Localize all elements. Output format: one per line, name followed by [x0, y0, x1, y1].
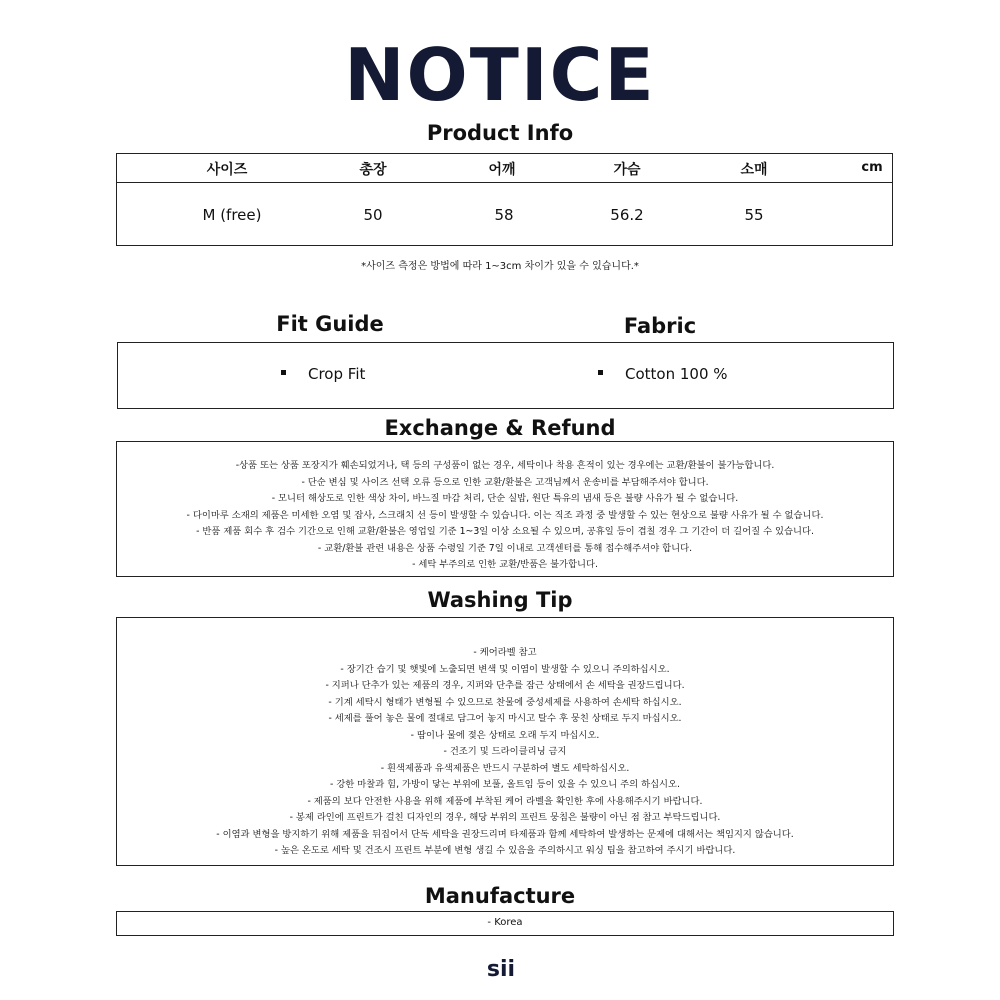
- size-value: M (free): [202, 206, 262, 224]
- exchange-line: - 모니터 해상도로 인한 색상 차이, 바느질 마감 처리, 단순 실밥, 원단 특유의 냄새 등은 불량 사유가 될 수 없습니다.: [271, 493, 739, 504]
- size-note: *사이즈 측정은 방법에 따라 1~3cm 차이가 있을 수 있습니다.*: [361, 261, 639, 272]
- washing-line: - 땀이나 물에 젖은 상태로 오래 두지 마십시오.: [410, 729, 600, 741]
- exchange-line: - 단순 변심 및 사이즈 선택 오류 등으로 인한 교환/환불은 고객님께서 운송비를 부담해주셔야 합니다.: [301, 476, 709, 488]
- manufacture-heading: Manufacture: [424, 884, 576, 908]
- washing-line: - 지퍼나 단추가 있는 제품의 경우, 지퍼와 단추를 잠근 상태에서 손 세탁을 권장드립니다.: [325, 680, 685, 691]
- product-info-heading: Product Info: [426, 121, 574, 145]
- washing-line: - 건조기 및 드라이클리닝 금지: [443, 746, 567, 757]
- washing-line: - 흰색제품과 유색제품은 반드시 구분하여 별도 세탁하십시오.: [380, 762, 630, 774]
- washing-line: - 케어라벨 참고: [473, 647, 537, 658]
- washing-line: - 봉제 라인에 프린트가 걸친 디자인의 경우, 해당 부위의 프린트 뭉침은 불량이 아닌 점 참고 부탁드립니다.: [289, 812, 721, 823]
- exchange-lines: [117, 458, 893, 574]
- washing-line: - 이염과 변형을 방지하기 위해 제품을 뒤집어서 단독 세탁을 권장드리며 타제품과 함께 세탁하여 발생하는 문제에 대해서는 책임지지 않습니다.: [216, 828, 794, 840]
- page-title: NOTICE: [344, 33, 656, 117]
- exchange-line: - 세탁 부주의로 인한 교환/반품은 불가합니다.: [412, 559, 598, 570]
- washing-line: - 장기간 습기 및 햇빛에 노출되면 변색 및 이염이 발생할 수 있으니 주의하십시오.: [340, 663, 670, 675]
- fit-fabric-box: [117, 342, 894, 409]
- exchange-line: - 반품 제품 회수 후 검수 기간으로 인해 교환/환불은 영업일 기준 1~3일 이상 소요될 수 있으며, 공휴일 등이 겹칠 경우 그 기간이 더 길어질 수 있습니다.: [196, 526, 814, 537]
- exchange-line: -상품 또는 상품 포장지가 훼손되었거나, 택 등의 구성품이 없는 경우, 세탁이나 착용 흔적이 있는 경우에는 교환/환불이 불가능합니다.: [235, 460, 775, 471]
- col-shoulder: 어깨: [488, 162, 516, 178]
- unit-label: cm: [861, 160, 883, 175]
- washing-line: - 제품의 보다 안전한 사용을 위해 제품에 부착된 케어 라벨을 확인한 후에 사용해주시기 바랍니다.: [307, 795, 703, 807]
- washing-line: - 강한 마찰과 힘, 가방이 닿는 부위에 보풀, 올트임 등이 있을 수 있으니 주의 하십시오.: [330, 779, 680, 790]
- washing-lines: [117, 645, 893, 860]
- washing-box: [116, 617, 894, 866]
- exchange-box: [116, 441, 894, 577]
- col-size: 사이즈: [206, 162, 248, 178]
- brand-logo: [476, 949, 526, 979]
- manufacture-box: [116, 911, 894, 936]
- exchange-heading: Exchange & Refund: [384, 416, 616, 440]
- chest-value: 56.2: [610, 206, 644, 224]
- size-table-header: [117, 154, 892, 183]
- fabric-item: [598, 365, 728, 383]
- fit-value: Crop Fit: [308, 365, 366, 383]
- bullet-icon: [281, 370, 286, 375]
- bullet-icon: [598, 370, 603, 375]
- fit-item: [281, 365, 365, 383]
- exchange-line: - 다이마루 소재의 제품은 미세한 오염 및 잡사, 스크래치 선 등이 발생할 수 있습니다. 이는 직조 과정 중 발생할 수 있는 현상으로 불량 사유가 될 수 없습니다.: [186, 509, 824, 521]
- logo-text: sii: [486, 957, 516, 979]
- washing-line: - 기계 세탁시 형태가 변형될 수 있으므로 찬물에 중성세제를 사용하여 손세탁 하십시오.: [328, 696, 682, 708]
- sleeve-value: 55: [744, 206, 764, 224]
- fit-guide-heading: Fit Guide: [276, 312, 384, 336]
- col-sleeve: 소매: [740, 162, 768, 178]
- manufacture-value: - Korea: [487, 917, 523, 928]
- length-value: 50: [363, 206, 383, 224]
- col-length: 총장: [359, 162, 387, 178]
- fabric-value: Cotton 100 %: [625, 365, 728, 383]
- washing-line: - 높은 온도로 세탁 및 건조시 프린트 부분에 변형 생길 수 있음을 주의하시고 워싱 팁을 참고하여 주시기 바랍니다.: [274, 845, 736, 856]
- washing-line: - 세제를 풀어 놓은 물에 절대로 담그어 놓지 마시고 탈수 후 뭉친 상태로 두지 마십시오.: [328, 713, 682, 724]
- size-table: [116, 153, 893, 246]
- shoulder-value: 58: [494, 206, 514, 224]
- fabric-heading: Fabric: [623, 314, 697, 338]
- col-chest: 가슴: [613, 162, 641, 178]
- exchange-line: - 교환/환불 관련 내용은 상품 수령일 기준 7일 이내로 고객센터를 통해 접수해주셔야 합니다.: [317, 542, 693, 554]
- washing-heading: Washing Tip: [427, 588, 573, 612]
